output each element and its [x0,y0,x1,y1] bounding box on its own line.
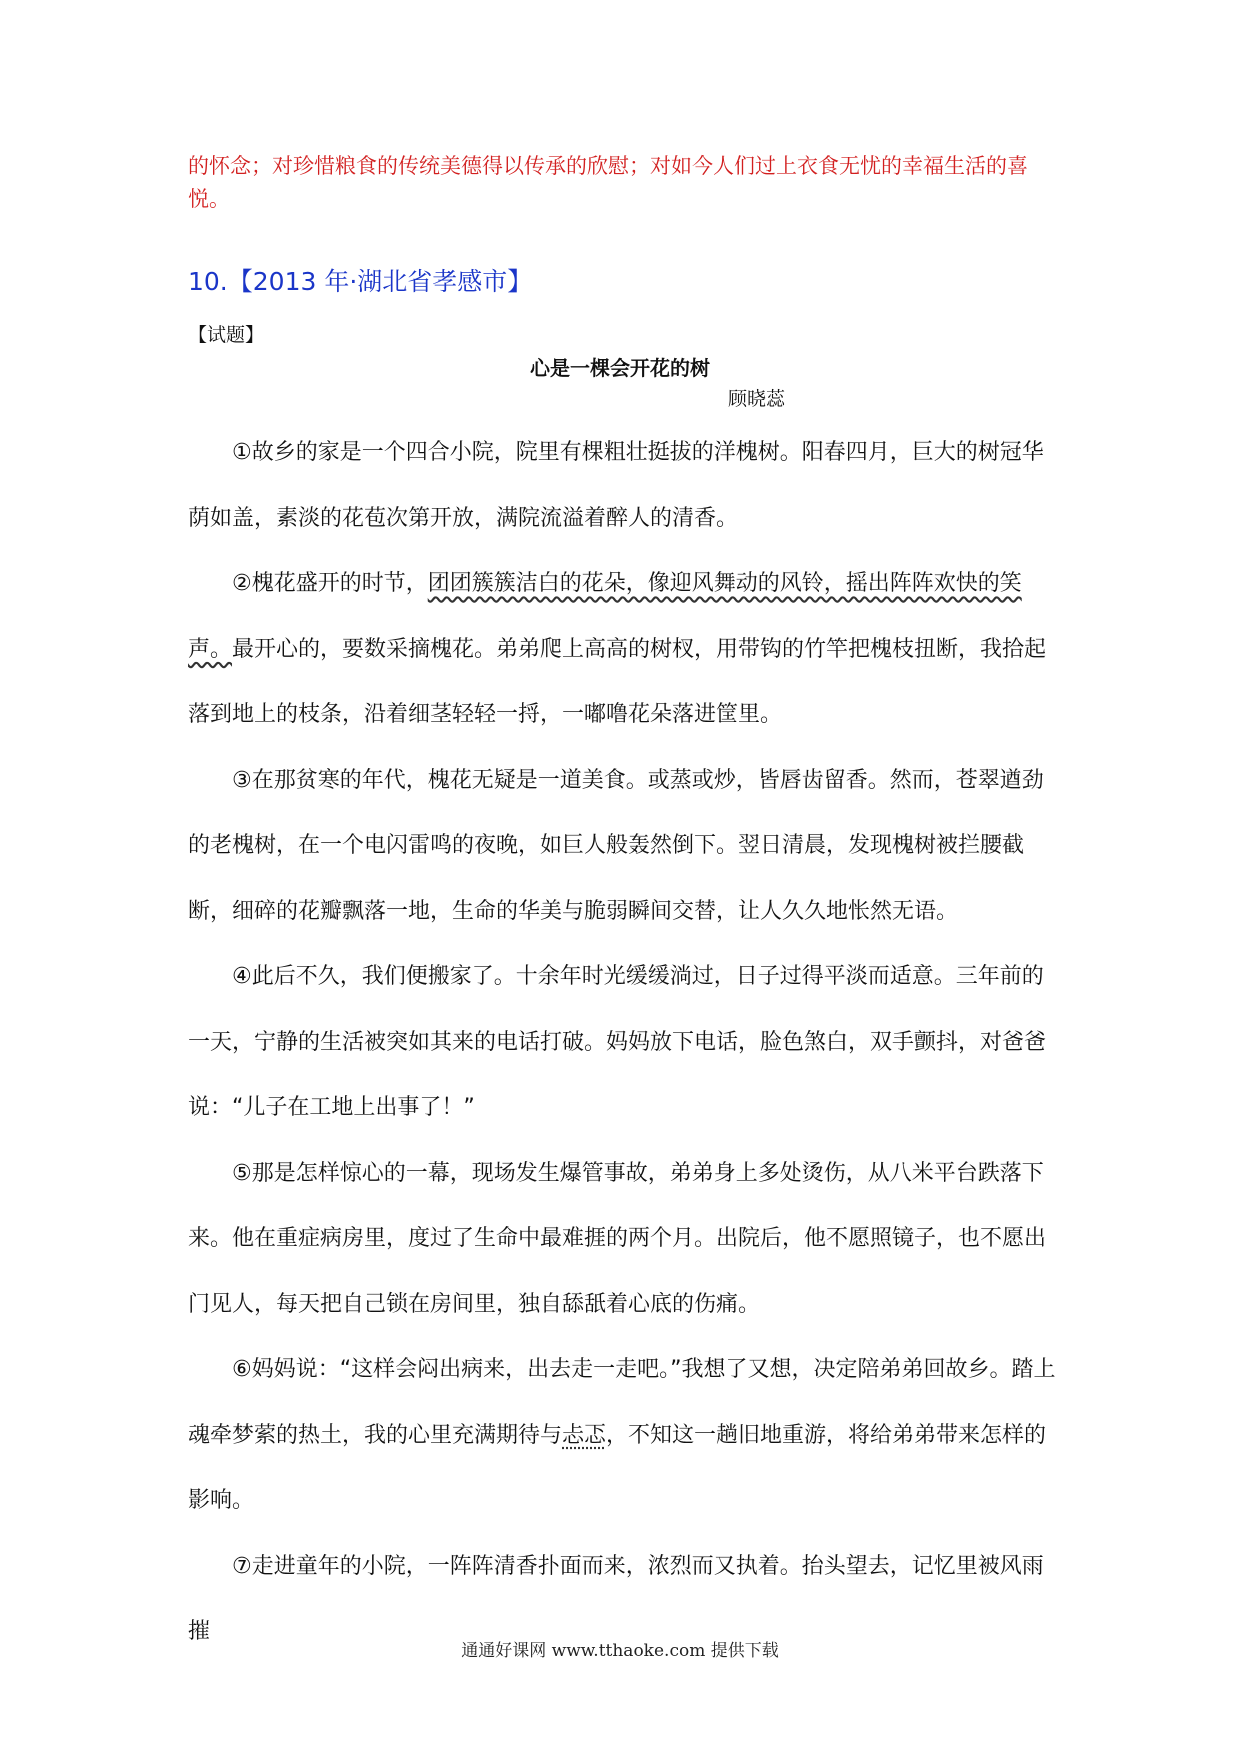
paragraph-6 [188,1337,1058,1534]
wavy-underlined-sentence: 团团簇簇洁白的花朵，像迎风舞动的风铃，摇出阵阵欢快的笑声。 [188,571,1022,662]
article-title: 心是一棵会开花的树 [530,356,710,380]
dotted-underlined-word: 忐忑 [562,1422,607,1448]
page-footer: 通通好课网 www.tthaoke.com 提供下载 [461,1641,779,1661]
section-heading: 10.【2013 年·湖北省孝感市】 [188,267,533,296]
paragraph-6-start: ⑥妈妈说：“这样会闷出病来，出去走一走吧。”我想了又想，决定陪弟弟回故乡。踏上魂牵梦萦的热土，我的心里充满期待与 [188,1357,1056,1448]
paragraph-2-start: ②槐花盛开的时节， [232,571,428,596]
paragraph-6-rest: ，不知这一趟旧地重游，将给弟弟带来怎样的影响。 [188,1422,1047,1513]
paragraph-2-rest: 最开心的，要数采摘槐花。弟弟爬上高高的树杈，用带钩的竹竿把槐枝扭断，我拾起落到地上的枝条，沿着细茎轻轻一捋，一嘟噜花朵落进筐里。 [188,636,1047,727]
paragraph-1: ①故乡的家是一个四合小院，院里有棵粗壮挺拔的洋槐树。阳春四月，巨大的树冠华荫如盖，素淡的花苞次第开放，满院流溢着醉人的清香。 [188,440,1044,531]
paragraph-7: ⑦走进童年的小院，一阵阵清香扑面而来，浓烈而又执着。抬头望去，记忆里被风雨摧 [188,1553,1044,1644]
paragraph-2 [188,551,1058,748]
article-author: 顾晓蕊 [728,388,786,410]
question-tag: 【试题】 [188,324,265,346]
paragraph-5: ⑤那是怎样惊心的一幕，现场发生爆管事故，弟弟身上多处烫伤，从八米平台跌落下来。他在重症病房里，度过了生命中最难捱的两个月。出院后，他不愿照镜子，也不愿出门见人，每天把自己锁在房间里，独自舔舐着心底的伤痛。 [188,1160,1047,1317]
paragraph-3: ③在那贫寒的年代，槐花无疑是一道美食。或蒸或炒，皆唇齿留香。然而，苍翠遒劲的老槐树，在一个电闪雷鸣的夜晚，如巨人般轰然倒下。翌日清晨，发现槐树被拦腰截断，细碎的花瓣飘落一地，生命的华美与脆弱瞬间交替，让人久久地怅然无语。 [188,767,1044,924]
paragraph-4: ④此后不久，我们便搬家了。十余年时光缓缓淌过，日子过得平淡而适意。三年前的一天，宁静的生活被突如其来的电话打破。妈妈放下电话，脸色煞白，双手颤抖，对爸爸说：“儿子在工地上出事了！” [188,964,1047,1120]
answer-paragraph: 的怀念；对珍惜粮食的传统美德得以传承的欣慰；对如今人们过上衣食无忧的幸福生活的喜悦。 [188,154,1028,211]
article-body [188,420,1058,1665]
